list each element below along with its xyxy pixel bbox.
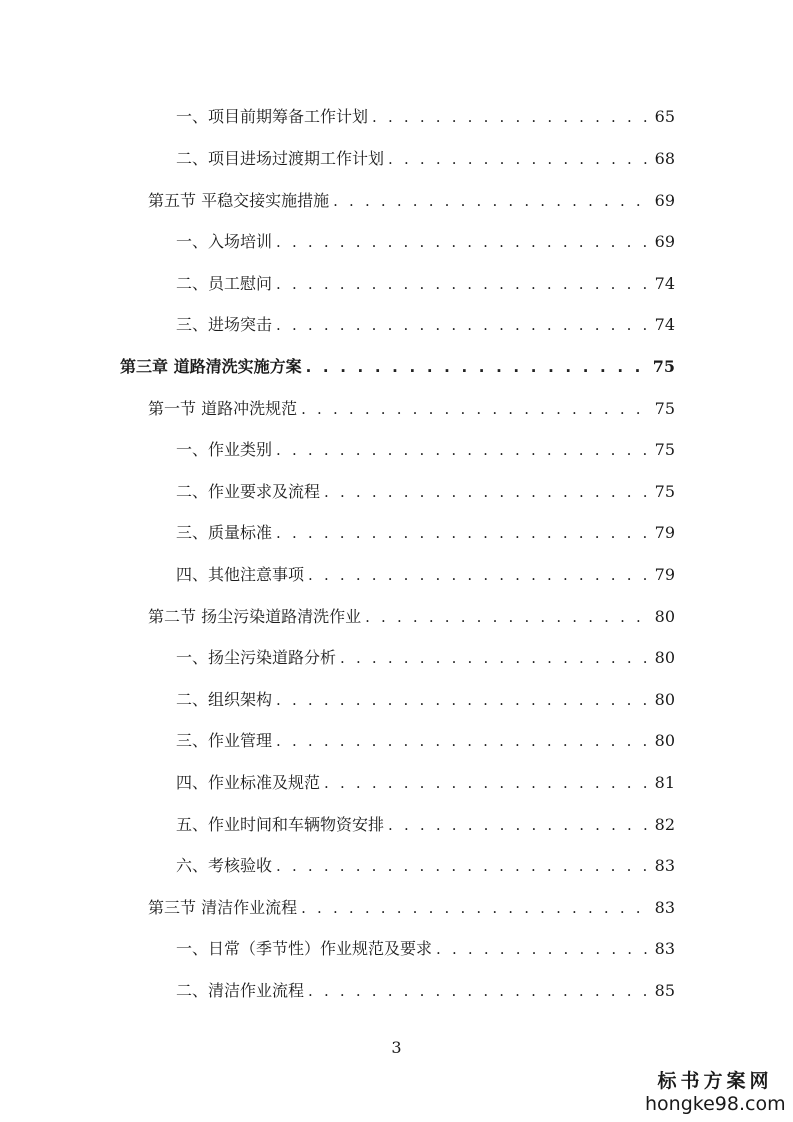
toc-entry-page: 80 (654, 690, 675, 709)
toc-leader-dots (276, 519, 651, 547)
toc-leader-dots (306, 353, 649, 381)
toc-entry[interactable] (176, 519, 675, 547)
toc-entry-title: 二、员工慰问 (176, 274, 273, 293)
toc-leader-dots (324, 478, 651, 506)
toc-entry-section[interactable] (148, 187, 675, 215)
toc-leader-dots (333, 187, 651, 215)
toc-entry[interactable] (176, 811, 675, 839)
toc-leader-dots (365, 603, 651, 631)
toc-entry[interactable] (176, 644, 675, 672)
watermark-title: 标书方案网 (657, 1070, 773, 1092)
toc-leader-dots (276, 270, 651, 298)
toc-leader-dots (340, 644, 651, 672)
toc-entry[interactable] (176, 228, 675, 256)
toc-leader-dots (276, 727, 651, 755)
toc-entry-page: 83 (654, 856, 675, 875)
toc-entry-title: 一、入场培训 (176, 232, 273, 251)
toc-entry[interactable] (176, 311, 675, 339)
toc-entry-page: 69 (654, 191, 675, 210)
page-number: 3 (391, 1038, 402, 1057)
toc-entry-title: 四、其他注意事项 (176, 565, 305, 584)
toc-leader-dots (276, 436, 651, 464)
toc-entry-title: 六、考核验收 (176, 856, 273, 875)
toc-entry-page: 75 (654, 399, 675, 418)
toc-entry-page: 83 (654, 939, 675, 958)
toc-entry-title: 二、项目进场过渡期工作计划 (176, 149, 385, 168)
toc-entry-title: 五、作业时间和车辆物资安排 (176, 815, 385, 834)
toc-entry-title: 一、扬尘污染道路分析 (176, 648, 337, 667)
toc-entry-title: 第二节 扬尘污染道路清洗作业 (148, 607, 362, 626)
toc-entry-title: 二、清洁作业流程 (176, 981, 305, 1000)
toc-leader-dots (276, 686, 651, 714)
toc-entry[interactable] (176, 145, 675, 173)
toc-entry-title: 三、作业管理 (176, 731, 273, 750)
toc-entry-page: 80 (654, 731, 675, 750)
toc-leader-dots (308, 977, 651, 1005)
toc-entry-title: 第一节 道路冲洗规范 (148, 399, 298, 418)
toc-entry-page: 68 (654, 149, 675, 168)
toc-entry-page: 69 (654, 232, 675, 251)
toc-leader-dots (301, 894, 651, 922)
toc-entry-page: 79 (654, 565, 675, 584)
toc-entry-page: 65 (654, 107, 675, 126)
toc-leader-dots (436, 935, 651, 963)
toc-entry-title: 三、进场突击 (176, 315, 273, 334)
toc-entry-section[interactable] (148, 894, 675, 922)
toc-entry-page: 75 (652, 357, 675, 376)
toc-entry-title: 二、组织架构 (176, 690, 273, 709)
toc-entry-page: 80 (654, 648, 675, 667)
toc-leader-dots (372, 103, 651, 131)
toc-entry-section[interactable] (148, 395, 675, 423)
toc-entry-title: 一、作业类别 (176, 440, 273, 459)
toc-entry-chapter[interactable] (120, 353, 675, 381)
toc-entry-page: 74 (654, 274, 675, 293)
toc-entry-title: 第三节 清洁作业流程 (148, 898, 298, 917)
toc-entry-page: 80 (654, 607, 675, 626)
toc-leader-dots (301, 395, 651, 423)
toc-entry[interactable] (176, 935, 675, 963)
toc-entry[interactable] (176, 769, 675, 797)
toc-entry[interactable] (176, 852, 675, 880)
toc-entry-page: 82 (654, 815, 675, 834)
toc-entry-page: 75 (654, 482, 675, 501)
toc-entry-title: 一、项目前期筹备工作计划 (176, 107, 369, 126)
toc-entry-page: 85 (654, 981, 675, 1000)
toc-entry[interactable] (176, 478, 675, 506)
toc-entry-title: 二、作业要求及流程 (176, 482, 321, 501)
toc-entry[interactable] (176, 686, 675, 714)
toc-leader-dots (276, 228, 651, 256)
toc-entry-page: 74 (654, 315, 675, 334)
toc-entry[interactable] (176, 436, 675, 464)
toc-entry[interactable] (176, 103, 675, 131)
toc-entry[interactable] (176, 270, 675, 298)
watermark-url: hongke98.com (645, 1093, 786, 1115)
toc-leader-dots (388, 145, 651, 173)
toc-entry-page: 83 (654, 898, 675, 917)
toc-entry[interactable] (176, 977, 675, 1005)
toc-entry-page: 75 (654, 440, 675, 459)
toc-entry-title: 三、质量标准 (176, 523, 273, 542)
toc-leader-dots (388, 811, 651, 839)
toc-leader-dots (324, 769, 651, 797)
toc-entry-section[interactable] (148, 603, 675, 631)
toc-entry-page: 79 (654, 523, 675, 542)
watermark-logo (645, 1070, 785, 1116)
toc-entry[interactable] (176, 561, 675, 589)
toc-leader-dots (308, 561, 651, 589)
toc-entry-page: 81 (654, 773, 675, 792)
toc-leader-dots (276, 852, 651, 880)
toc-entry-title: 第五节 平稳交接实施措施 (148, 191, 330, 210)
toc-entry[interactable] (176, 727, 675, 755)
toc-entry-title: 第三章 道路清洗实施方案 (120, 357, 302, 376)
toc-leader-dots (276, 311, 651, 339)
toc-entry-title: 一、日常（季节性）作业规范及要求 (176, 939, 433, 958)
toc-entry-title: 四、作业标准及规范 (176, 773, 321, 792)
